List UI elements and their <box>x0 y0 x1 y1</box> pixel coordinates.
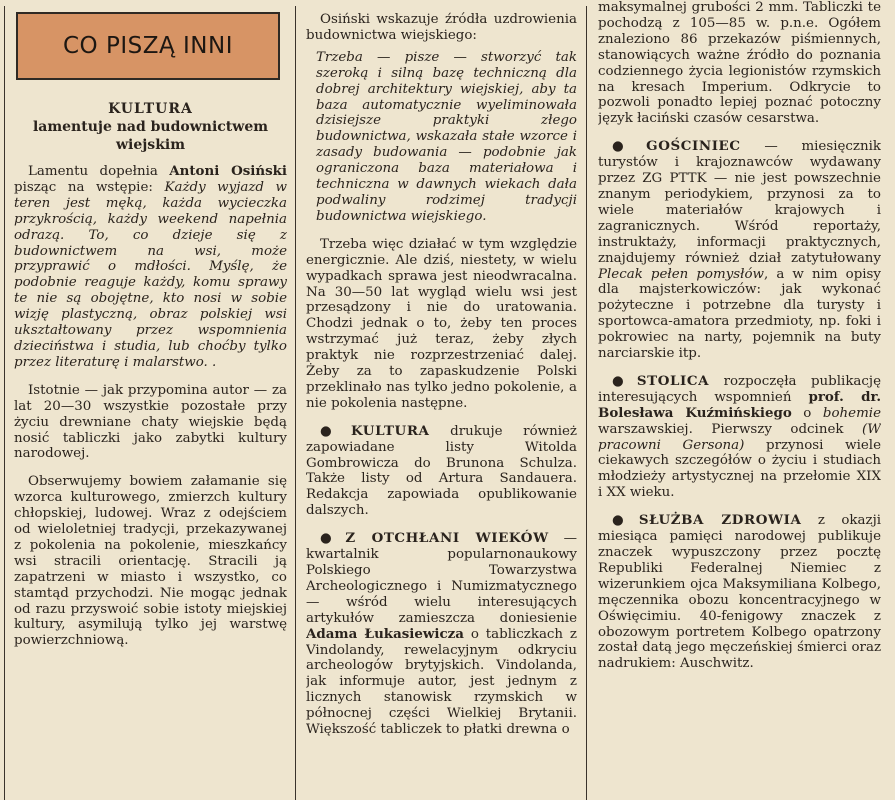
italic-title: Plecak pełen pomysłów <box>598 266 764 282</box>
banner-title: CO PISZĄ INNI <box>62 33 233 59</box>
text: , a w nim opisy dla majsterkowiczów: jak wykonać pożyteczne i potrzebne dla turysty i sportowca-amatora przedmioty, np. foki i pokrowiec na narty, pojemnik na buty narciarskie itp. <box>598 266 881 362</box>
bullet-icon: ● <box>320 530 343 547</box>
article-section-title: KULTURA <box>108 101 193 117</box>
text: przynosi wiele ciekawych szczegółów o życiu i studiach młodzieży artystycznej na przełomie XIX i XX wieku. <box>598 437 881 501</box>
text: Lamentu dopełnia <box>28 164 170 179</box>
news-item <box>306 424 577 519</box>
block-quote: Trzeba — pisze — stworzyć tak szeroką i silną bazę techniczną dla dobrej architektury wiejskiej, aby ta baza automatycznie wyeliminowała dzisiejsze praktyki złego budownictwa, wskazała stałe wzorce i zasady budowania — podobnie jak ograniczona baza materiałowa i techniczna w dawnych wiekach dała podwaliny rodzimej tradycji budownictwa wiejskiego. <box>316 49 577 224</box>
item-title: STOLICA <box>636 372 710 389</box>
item-title: GOŚCINIEC <box>646 138 741 155</box>
quote: Każdy wyjazd w teren jest męką, każda wycieczka przykrością, każdy weekend napełnia odrazą. To, co dzieje się z budownictwem na wsi, może przyprawić o mdłości. Myślę, że podobnie reaguje każdy, komu sprawy te nie są obojętne, kto nosi w sobie wizję plastyczną, obraz polskiej wsi ukształtowany przez wspomnienia dzieciństwa i studia, lub choćby tylko przez literaturę i malarstwo. . <box>14 179 287 370</box>
italic-term: bohemie <box>822 405 881 421</box>
text: o tabliczkach z Vindolandy, rewelacyjnym odkryciu archeologów brytyjskich. Vindolanda, jak informuje autor, jest jednym z licznych stanowisk rzymskich w północnej części Wielkiej Brytanii. Większość tabliczek to płatki drewna o <box>306 626 577 738</box>
paragraph: Obserwujemy bowiem załamanie się wzorca kulturowego, zmierzch kultury chłopskiej, ludowej. Wraz z odejściem od wieloletniej tradycji, przekazywanej z pokolenia na pokolenie, mieszkańcy wsi stracili orientację. Stracili ją zapatrzeni w miasto i wszystko, co stamtąd przychodzi. Nie mogąc jednak od razu przyswoić sobie istoty miejskiej kultury, asymilują tylko jej warstwę powierzchniową. <box>14 474 287 649</box>
column-3 <box>598 0 881 800</box>
text: — kwartalnik popularnonaukowy Polskiego Towarzystwa Archeologicznego i Numizmatycznego — wśród wielu interesujących artykułów zamieszcza doniesienie <box>306 531 577 626</box>
item-title: SŁUŻBA ZDROWIA <box>638 512 802 529</box>
paragraph <box>14 164 287 371</box>
text: z okazji miesiąca pamięci narodowej publikuje znaczek wypuszczony przez pocztę Republiki Federalnej Niemiec z wizerunkiem ojca Maksymiliana Kolbego, męczennika obozu koncentracyjnego w Oświęcimiu. 40-fenigowy znaczek z obozowym portretem Kolbego opatrzony został datą jego męczeńskiej śmierci oraz nadrukiem: Auschwitz. <box>598 513 881 672</box>
column-1 <box>14 0 287 800</box>
text: warszawskiej. Pierwszy odcinek <box>598 421 862 437</box>
author-name: Antoni Osiński <box>169 163 287 179</box>
column-rule <box>4 6 5 800</box>
italic-title: (W pracowni Gersona) <box>598 421 881 453</box>
author-name: prof. dr. Bolesława Kuźmińskiego <box>598 388 881 421</box>
column-rule <box>295 6 296 800</box>
news-item <box>598 139 881 362</box>
bullet-icon: ● <box>612 138 644 155</box>
item-title: Z OTCHŁANI WIEKÓW <box>345 530 549 547</box>
author-name: Adama Łukasiewicza <box>306 625 464 642</box>
news-item <box>598 374 881 501</box>
text: drukuje również zapowiadane listy Witolda Gombrowicza do Brunona Schulza. Także listy od Artura Sandauera. Redakcja zapowiada opublikowanie dalszych. <box>306 423 577 519</box>
bullet-icon: ● <box>612 372 634 389</box>
bullet-icon: ● <box>320 422 349 439</box>
paragraph: maksymalnej grubości 2 mm. Tabliczki te pochodzą z 105—85 w. p.n.e. Ogółem znaleziono 86 przekazów piśmiennych, stanowiących ważne źródło do poznania codziennego życia legionistów rzymskich na kresach Imperium. Odkrycie to pozwoli ponadto lepiej poznać potoczny język łaciński czasów cesarstwa. <box>598 0 881 127</box>
text: — miesięcznik turystów i krajoznawców wydawany przez ZG PTTK — nie jest powszechnie znanym periodykiem, przynosi za to wiele materiałów krajowych i zagranicznych. Wśród reportaży, instruktaży, informacji praktycznych, znajdujemy również dział zatytułowany <box>598 139 881 266</box>
paragraph: Istotnie — jak przypomina autor — za lat 20—30 wszystkie pozostałe przy życiu drewniane chaty wiejskie będą nosić tabliczki jako zabytki kultury narodowej. <box>14 382 287 462</box>
column-2 <box>306 0 577 800</box>
text: pisząc na wstępie: <box>14 179 165 195</box>
news-item <box>598 513 881 672</box>
text: rozpoczęła publikację interesujących wspomnień <box>598 373 881 405</box>
paragraph: Trzeba więc działać w tym względzie energicznie. Ale dziś, niestety, w wielu wypadkach sprawa jest nieodwracalna. Na 30—50 lat wygląd wielu wsi jest przesądzony i nie do uratowania. Chodzi jednak o to, żeby ten proces wstrzymać już teraz, żeby złych praktyk nie rozprzestrzeniać dalej. Żeby za to zapaskudzenie Polski przeklinało nas tylko jedno pokolenie, a nie pokolenia następne. <box>306 236 577 411</box>
news-item <box>306 531 577 738</box>
item-title: KULTURA <box>351 422 430 439</box>
text: o <box>791 405 823 421</box>
paragraph: Osiński wskazuje źródła uzdrowienia budownictwa wiejskiego: <box>306 12 577 43</box>
column-rule <box>586 6 587 800</box>
bullet-icon: ● <box>612 512 636 529</box>
article-subtitle-line-2: wiejskim <box>115 137 186 153</box>
article-subtitle-line-1: lamentuje nad budownictwem <box>32 119 269 135</box>
